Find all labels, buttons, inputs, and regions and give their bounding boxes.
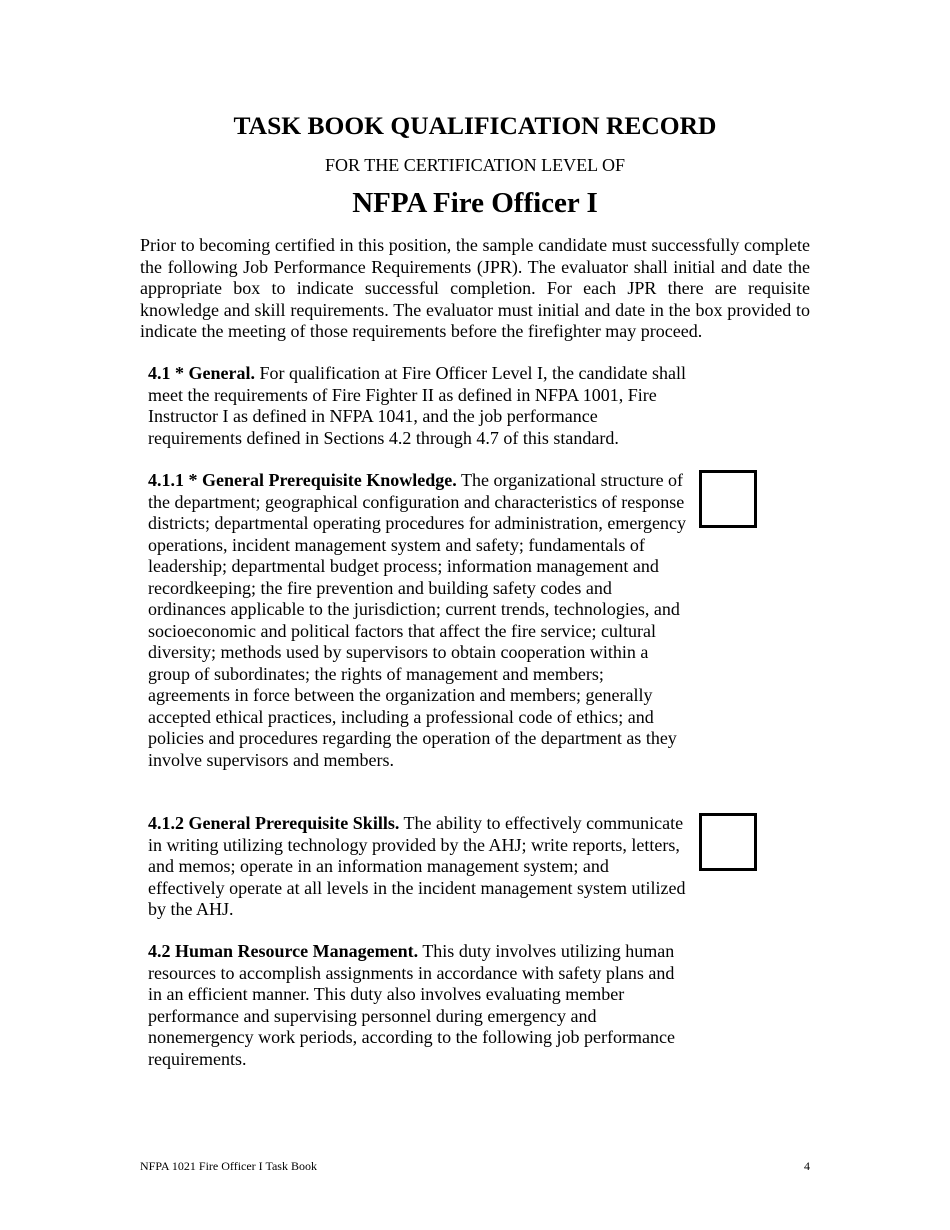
footer-document-name: NFPA 1021 Fire Officer I Task Book (140, 1159, 317, 1173)
evaluator-signoff-box-4-1-1[interactable] (699, 470, 757, 528)
section-body: The ability to effectively communicate in writing utilizing technology provided by the AHJ; write reports, letters, and memos; operate in an information management system; and effectively operate at all levels in the incident management system utilized by the AHJ. (148, 813, 686, 919)
intro-paragraph: Prior to becoming certified in this position, the sample candidate must successfully complete the following Job Performance Requirements (JPR). The evaluator shall initial and date the appropriate box to indicate successful completion. For each JPR there are requisite knowledge and skill requirements. The evaluator must initial and date in the box provided to indicate the meeting of those requirements before the firefighter may proceed. (140, 235, 810, 341)
section-heading: 4.2 Human Resource Management. (148, 941, 419, 961)
certification-level: NFPA Fire Officer I (352, 187, 598, 219)
section-4-2 (148, 941, 688, 1070)
document-title: TASK BOOK QUALIFICATION RECORD (233, 111, 717, 140)
section-body: For qualification at Fire Officer Level I, the candidate shall meet the requirements of Fire Fighter II as defined in NFPA 1001, Fire Instructor I as defined in NFPA 1041, and the job performance requirements defined in Sections 4.2 through 4.7 of this standard. (148, 363, 686, 448)
section-body: This duty involves utilizing human resources to accomplish assignments in accordance with safety plans and in an efficient manner. This duty also involves evaluating member performance and supervising personnel during emergency and nonemergency work periods, according to the following job performance requirements. (148, 941, 676, 1069)
footer-page-number: 4 (804, 1159, 810, 1173)
section-body: The organizational structure of the department; geographical configuration and characteristics of response districts; departmental operating procedures for administration, emergency operations, incident management system and safety; fundamentals of leadership; departmental budget process; information management and recordkeeping; the fire prevention and building safety codes and ordinances applicable to the jurisdiction; current trends, technologies, and socioeconomic and political factors that affect the fire service; cultural diversity; methods used by supervisors to obtain cooperation within a group of subordinates; the rights of management and members; agreements in force between the organization and members; generally accepted ethical practices, including a professional code of ethics; and policies and procedures regarding the operation of the department as they involve supervisors and members. (148, 470, 686, 770)
document-subtitle: FOR THE CERTIFICATION LEVEL OF (325, 155, 625, 175)
section-4-1 (148, 363, 688, 449)
section-heading: 4.1.1 * General Prerequisite Knowledge. (148, 470, 457, 490)
section-4-1-2 (148, 813, 688, 921)
section-heading: 4.1 * General. (148, 363, 255, 383)
section-heading: 4.1.2 General Prerequisite Skills. (148, 813, 400, 833)
section-4-1-1 (148, 470, 688, 771)
evaluator-signoff-box-4-1-2[interactable] (699, 813, 757, 871)
